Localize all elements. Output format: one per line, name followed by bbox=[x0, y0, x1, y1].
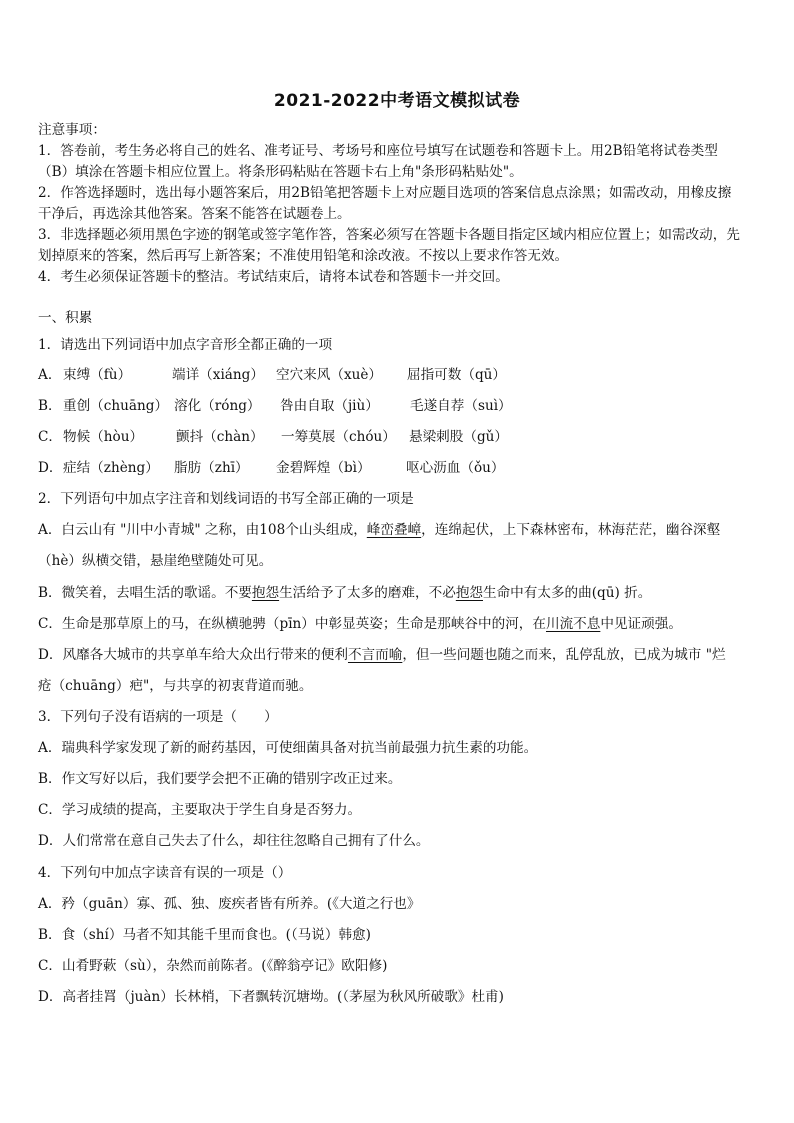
notice-line: 2．作答选择题时，选出每小题答案后，用2B铅笔把答题卡上对应题目选项的答案信息点涂黑；如需改动，用橡皮擦 bbox=[38, 185, 732, 201]
q4-option-b: B．食（shí）马者不知其能千里而食也。(（马说）韩愈) bbox=[38, 927, 371, 943]
q1-option-c-label: C． bbox=[38, 429, 62, 445]
q2-option-d-text: ，但一些问题也随之而来，乱停乱放，已成为城市 "烂 bbox=[402, 647, 726, 663]
page-title: 2021-2022中考语文模拟试卷 bbox=[273, 91, 521, 111]
notice-line: 4．考生必须保证答题卡的整洁。考试结束后，请将本试卷和答题卡一并交回。 bbox=[38, 269, 509, 285]
notice-heading: 注意事项： bbox=[38, 122, 106, 138]
q1-option-b-word: 毛遂自荐（suì） bbox=[410, 398, 512, 414]
q2-option-c-line bbox=[38, 615, 682, 633]
q2-option-b-text: 生活给予了太多的磨难，不必 bbox=[279, 585, 456, 601]
notice-line: 划掉原来的答案，然后再写上新答案；不准使用铅笔和涂改液。不按以上要求作答无效。 bbox=[38, 248, 569, 264]
q1-option-d-word: 呕心沥血（ǒu） bbox=[406, 460, 505, 476]
question-2-stem: 2．下列语句中加点字注音和划线词语的书写全部正确的一项是 bbox=[38, 491, 414, 507]
question-4-stem: 4．下列句中加点字读音有误的一项是（） bbox=[38, 865, 292, 881]
question-1-stem: 1．请选出下列词语中加点字音形全都正确的一项 bbox=[38, 337, 333, 353]
q1-option-c-word: 物候（hòu） bbox=[63, 429, 144, 445]
notice-line: 3．非选择题必须用黑色字迹的钢笔或签字笔作答，答案必须写在答题卡各题目指定区域内相应位置上；如需改动，先 bbox=[38, 227, 740, 243]
q1-option-a-word: 屈指可数（qū） bbox=[407, 367, 507, 383]
q1-option-c-word: 悬梁刺股（gǔ） bbox=[409, 429, 509, 445]
q3-option-a: A．瑞典科学家发现了新的耐药基因，可使细菌具备对抗当前最强力抗生素的功能。 bbox=[38, 740, 538, 756]
q2-option-a-underlined: 峰峦叠嶂 bbox=[366, 522, 422, 538]
notice-line: 干净后，再选涂其他答案。答案不能答在试题卷上。 bbox=[38, 206, 351, 222]
q1-option-c-word: 一筹莫展（chóu） bbox=[281, 429, 396, 445]
q4-option-c: C．山肴野蔌（sù），杂然而前陈者。(《醉翁亭记》欧阳修) bbox=[38, 958, 388, 974]
q2-option-a-line: （hè）纵横交错，悬崖绝壁随处可见。 bbox=[38, 553, 273, 569]
q2-option-d-text: D．风靡各大城市的共享单车给大众出行带来的便利 bbox=[38, 647, 348, 663]
q1-option-b-word: 重创（chuāng） bbox=[63, 398, 169, 414]
q1-option-d-word: 金碧辉煌（bì） bbox=[276, 460, 371, 476]
q2-option-b-text: 生命中有太多的曲(qū) 折。 bbox=[483, 585, 652, 601]
q2-option-a-line bbox=[38, 521, 720, 539]
q1-option-d-word: 症结（zhèng） bbox=[63, 460, 159, 476]
q2-option-c-text: C．生命是那草原上的马，在纵横驰骋（pīn）中彰显英姿；生命是那峡谷中的河，在 bbox=[38, 616, 546, 632]
q1-option-c-word: 颤抖（chàn） bbox=[176, 429, 264, 445]
section-heading: 一、积累 bbox=[38, 310, 93, 326]
q2-option-d-line: 疮（chuāng）疤"，与共享的初衷背道而驰。 bbox=[38, 678, 313, 694]
q1-option-a-label: A． bbox=[38, 367, 62, 383]
q1-option-a-word: 空穴来风（xuè） bbox=[276, 367, 383, 383]
q3-option-b: B．作文写好以后，我们要学会把不正确的错别字改正过来。 bbox=[38, 771, 402, 787]
q2-option-c-text: 中见证顽强。 bbox=[600, 616, 682, 632]
q1-option-d-label: D． bbox=[38, 460, 63, 476]
q1-option-d-word: 脂肪（zhī） bbox=[174, 460, 249, 476]
notice-line: （B）填涂在答题卡相应位置上。将条形码粘贴在答题卡右上角"条形码粘贴处"。 bbox=[38, 164, 523, 180]
q1-option-a-word: 束缚（fù） bbox=[63, 367, 132, 383]
question-3-stem: 3．下列句子没有语病的一项是（ ） bbox=[38, 709, 278, 725]
q3-option-c: C．学习成绩的提高，主要取决于学生自身是否努力。 bbox=[38, 802, 362, 818]
q3-option-d: D．人们常常在意自己失去了什么，却往往忽略自己拥有了什么。 bbox=[38, 833, 430, 849]
q2-option-b-line bbox=[38, 584, 651, 602]
q2-option-c-underlined: 川流不息 bbox=[545, 616, 601, 632]
q4-option-a: A．矜（guān）寡、孤、独、废疾者皆有所养。(《大道之行也》 bbox=[38, 896, 421, 912]
q1-option-b-label: B． bbox=[38, 398, 62, 414]
q4-option-d: D．高者挂罥（juàn）长林梢，下者飘转沉塘坳。(（茅屋为秋风所破歌》杜甫) bbox=[38, 989, 504, 1005]
q2-option-b-text: B．微笑着，去唱生活的歌谣。不要 bbox=[38, 585, 252, 601]
q2-option-b-underlined: 抱怨 bbox=[251, 585, 280, 601]
q2-option-b-underlined: 抱怨 bbox=[455, 585, 483, 601]
q2-option-a-text: A．白云山有 "川中小青城" 之称，由108个山头组成， bbox=[38, 522, 367, 538]
q2-option-a-text: ，连绵起伏，上下森林密布，林海茫茫，幽谷深壑 bbox=[421, 522, 721, 538]
q1-option-b-word: 咎由自取（jiù） bbox=[280, 398, 379, 414]
notice-line: 1．答卷前，考生务必将自己的姓名、准考证号、考场号和座位号填写在试题卷和答题卡上。用2B铅笔将试卷类型 bbox=[38, 143, 718, 159]
q1-option-a-word: 端详（xiáng） bbox=[172, 367, 264, 383]
q1-option-b-word: 溶化（róng） bbox=[174, 398, 261, 414]
q2-option-d-underlined: 不言而喻 bbox=[347, 647, 403, 663]
q2-option-d-line bbox=[38, 646, 726, 664]
